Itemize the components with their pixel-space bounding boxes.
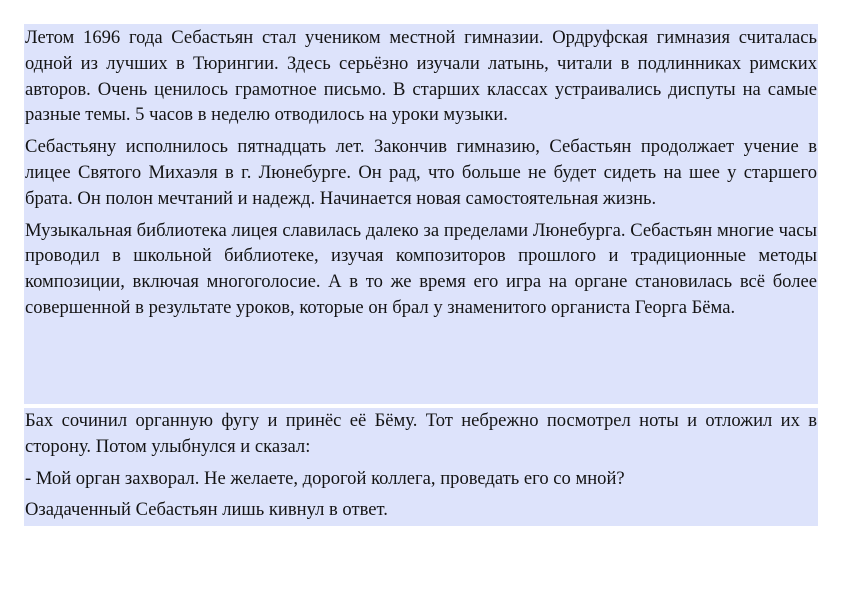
paragraph-library: Музыкальная библиотека лицея славилась далеко за пределами Люнебурга. Себастьян многие часы проводил в школьной библиотеке, изучая композиторов прошлого и традиционные методы композиции, включая многоголосие. А в то же время его игра на органе становилась всё более совершенной в результате уроков, которые он брал у знаменитого органиста Георга Бёма. bbox=[25, 219, 817, 318]
paragraph-lyceum: Себастьяну исполнилось пятнадцать лет. Закончив гимназию, Себастьян продолжает учение в лицее Святого Михаэля в г. Люнебурге. Он рад, что больше не будет сидеть на шее у старшего брата. Он полон мечтаний и надежд. Начинается новая самостоятельная жизнь. bbox=[25, 136, 817, 209]
paragraph-gymnasium: Летом 1696 года Себастьян стал учеником местной гимназии. Ордруфская гимназия считалась одной из лучших в Тюрингии. Здесь серьёзно изучали латынь, читали в подлинниках римских авторов. Очень ценилось грамотное письмо. В старших классах устраивались диспуты на самые разные темы. 5 часов в неделю отводилось на уроки музыки. bbox=[25, 27, 817, 126]
paragraph-quote: - Мой орган захворал. Не желаете, дорогой коллега, проведать его со мной? bbox=[25, 467, 625, 489]
paragraph-nod: Озадаченный Себастьян лишь кивнул в ответ. bbox=[25, 499, 388, 521]
text-block-school-years bbox=[24, 24, 818, 404]
text-block-fugue-story bbox=[24, 408, 818, 526]
paragraph-fugue: Бах сочинил органную фугу и принёс её Бёму. Тот небрежно посмотрел ноты и отложил их в сторону. Потом улыбнулся и сказал: bbox=[25, 410, 817, 457]
